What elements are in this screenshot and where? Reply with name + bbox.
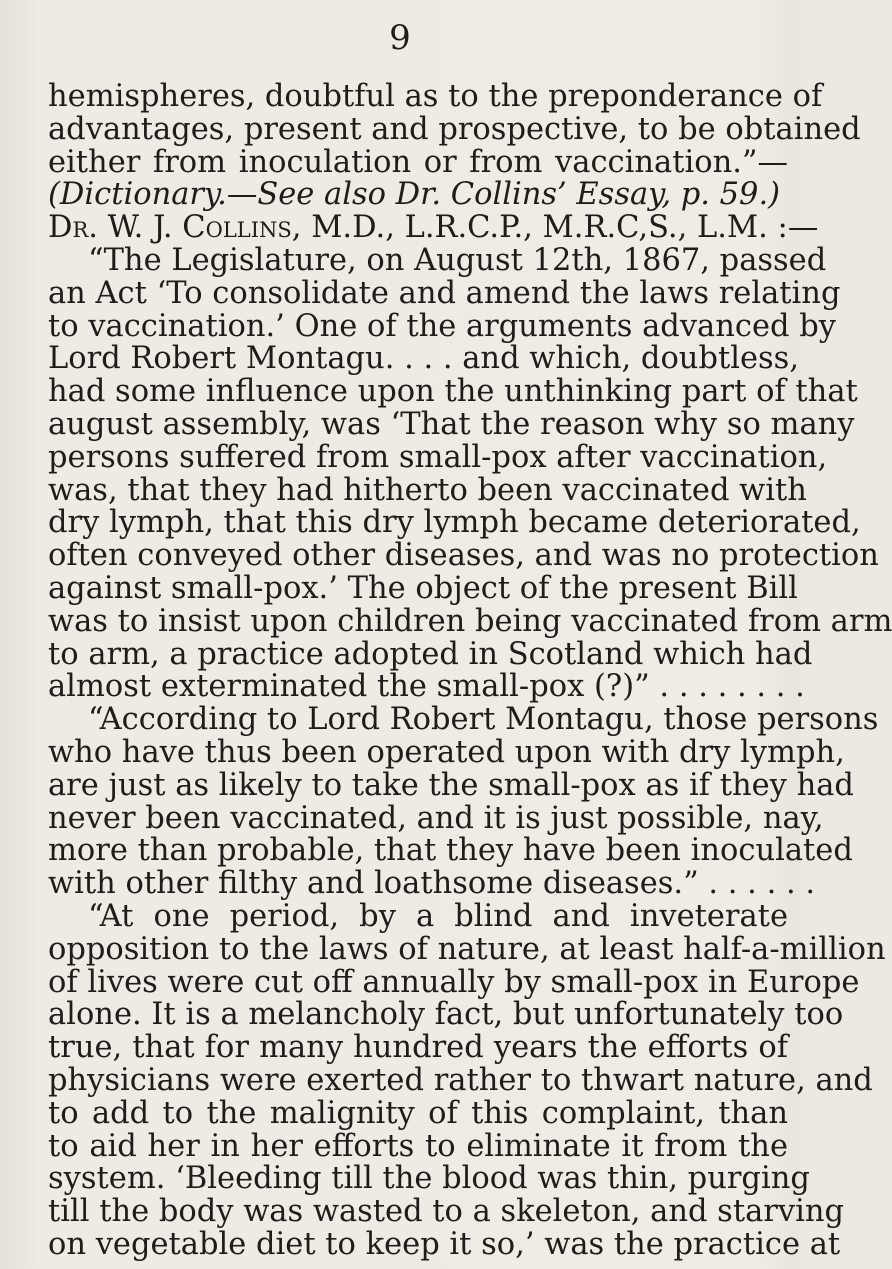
text-line: of lives were cut off annually by small-pox in Europe	[48, 965, 860, 1000]
text-line: on vegetable diet to keep it so,’ was the practice at	[48, 1227, 841, 1262]
text-line: physicians were exerted rather to thwart nature, and	[48, 1063, 873, 1098]
text-line: often conveyed other diseases, and was no protection	[48, 538, 879, 573]
text-line: to aid her in her efforts to eliminate it from the	[48, 1129, 788, 1164]
text-line: “At one period, by a blind and inveterate	[88, 899, 788, 934]
text-line: with other filthy and loathsome diseases.” . . . . . .	[48, 866, 816, 901]
text-line: persons suffered from small-pox after vaccination,	[48, 440, 828, 475]
text-line: “The Legislature, on August 12th, 1867, passed	[88, 243, 827, 278]
text-line: either from inoculation or from vaccination.”—	[48, 145, 788, 180]
text-line: Lord Robert Montagu. . . . and which, doubtless,	[48, 341, 800, 376]
text-line: was to insist upon children being vaccinated from arm	[48, 604, 892, 639]
text-line: system. ‘Bleeding till the blood was thin, purging	[48, 1161, 810, 1196]
text-line: are just as likely to take the small-pox as if they had	[48, 768, 854, 803]
text-line: dry lymph, that this dry lymph became deteriorated,	[48, 505, 861, 540]
author-heading: Dr. W. J. Collins, M.D., L.R.C.P., M.R.C,S., L.M. :—	[48, 210, 819, 245]
text-line: till the body was wasted to a skeleton, and starving	[48, 1194, 845, 1229]
text-line: never been vaccinated, and it is just possible, nay,	[48, 801, 824, 836]
text-line: hemispheres, doubtful as to the preponderance of	[48, 79, 823, 114]
text-line: august assembly, was ‘That the reason why so many	[48, 407, 855, 442]
text-line: against small-pox.’ The object of the present Bill	[48, 571, 798, 606]
text-line: to arm, a practice adopted in Scotland which had	[48, 637, 813, 672]
text-line: to vaccination.’ One of the arguments advanced by	[48, 309, 836, 344]
text-line: an Act ‘To consolidate and amend the laws relating	[48, 276, 841, 311]
text-line: was, that they had hitherto been vaccinated with	[48, 473, 807, 508]
text-line: advantages, present and prospective, to be obtained	[48, 112, 861, 147]
text-line: opposition to the laws of nature, at least half-a-million	[48, 932, 886, 967]
text-line: who have thus been operated upon with dry lymph,	[48, 735, 845, 770]
text-line: to add to the malignity of this complaint, than	[48, 1096, 788, 1131]
text-line: “According to Lord Robert Montagu, those persons	[88, 702, 879, 737]
text-line: almost exterminated the small-pox (?)” . . . . . . . .	[48, 669, 805, 704]
page-number: 9	[389, 18, 411, 58]
text-line: alone. It is a melancholy fact, but unfortunately too	[48, 997, 844, 1032]
text-line: true, that for many hundred years the efforts of	[48, 1030, 788, 1065]
text-line: more than probable, that they have been inoculated	[48, 833, 853, 868]
citation-line: (Dictionary.—See also Dr. Collins’ Essay, p. 59.)	[48, 177, 781, 212]
text-line: had some influence upon the unthinking part of that	[48, 374, 858, 409]
